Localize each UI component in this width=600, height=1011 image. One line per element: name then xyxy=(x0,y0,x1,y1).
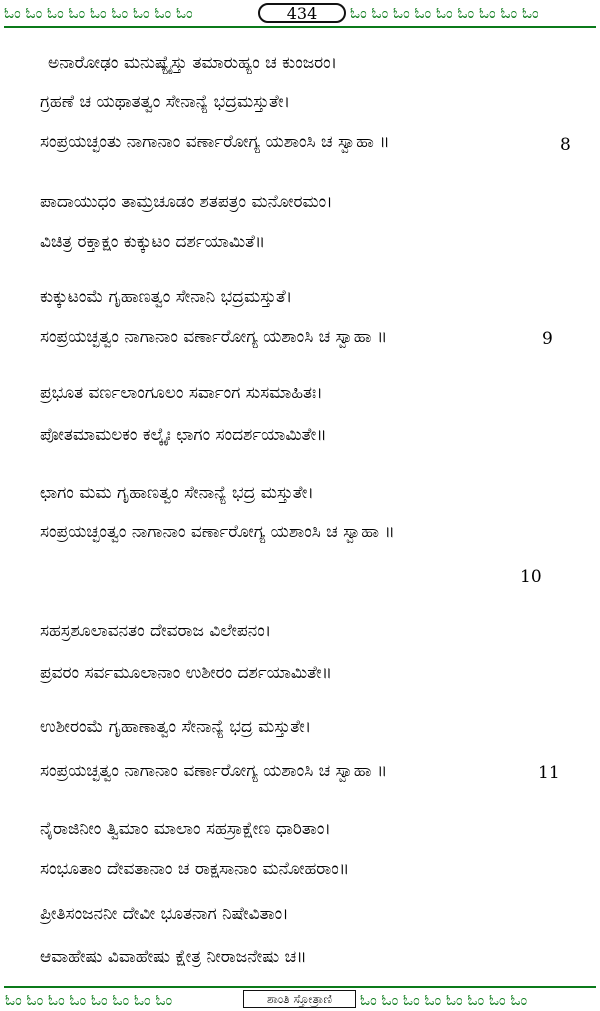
verse-line: ಗ್ರಹಣೆ ಚ ಯಥಾತತ್ವಂ ಸೇನಾನ್ಯೆ ಭದ್ರಮಸ್ತುತೇ। xyxy=(40,92,291,112)
verse-line: ಪ್ರಭೂತ ವರ್ಣಲಾಂಗೂಲಂ ಸರ್ವಾಂಗ ಸುಸಮಾಹಿತಃ। xyxy=(40,383,323,403)
verse-number: 10 xyxy=(520,567,542,587)
verse-number: 9 xyxy=(542,329,553,349)
page-number: 434 xyxy=(258,3,346,23)
verse-number: 8 xyxy=(560,135,571,155)
footer-rule xyxy=(4,986,596,988)
verse-line: ಅನಾರೋಢಂ ಮನುಷ್ಯೈಸ್ತು ತಮಾರುಹ್ಯಂ ಚ ಕುಂಜರಂ। xyxy=(48,53,338,73)
header-om-border-right: ಓಂ ಓಂ ಓಂ ಓಂ ಓಂ ಓಂ ಓಂ ಓಂ ಓಂ xyxy=(350,4,539,22)
verse-line: ಸಂಪ್ರಯಚ್ಛಂತು ನಾಗಾನಾಂ ವರ್ಣಾರೋಗ್ಯ ಯಶಾಂಸಿ ಚ ಸ್ವಾಹಾ ॥ xyxy=(40,132,390,152)
footer-om-border-left: ಓಂ ಓಂ ಓಂ ಓಂ ಓಂ ಓಂ ಓಂ ಓಂ xyxy=(5,991,173,1009)
header-om-border-left: ಓಂ ಓಂ ಓಂ ಓಂ ಓಂ ಓಂ ಓಂ ಓಂ ಓಂ xyxy=(4,4,193,22)
verse-line: ಕುಕ್ಕುಟಂಮೆ ಗೃಹಾಣತ್ವಂ ಸೇನಾನಿ ಭದ್ರಮಸ್ತುತೆ। xyxy=(40,287,293,307)
verse-line: ಸಂಪ್ರಯಚ್ಛತ್ವಂ ನಾಗಾನಾಂ ವರ್ಣಾರೋಗ್ಯ ಯಶಾಂಸಿ ಚ ಸ್ವಾಹಾ ॥ xyxy=(40,327,388,347)
verse-line: ಪಾದಾಯುಧಂ ತಾಮ್ರಚೂಡಂ ಶತಪತ್ರಂ ಮನೋರಮಂ। xyxy=(40,192,333,212)
verse-line: ಪ್ರವರಂ ಸರ್ವಮೂಲಾನಾಂ ಉಶೀರಂ ದರ್ಶಯಾಮಿತೇ॥ xyxy=(40,663,333,683)
verse-number: 11 xyxy=(538,763,560,783)
verse-line: ಉಶೀರಂಮೆ ಗೃಹಾಣಾತ್ವಂ ಸೇನಾನ್ಯೆ ಭದ್ರ ಮಸ್ತುತೇ। xyxy=(40,717,312,737)
verse-line: ನೈರಾಜಿನೀಂ ತ್ವಿಮಾಂ ಮಾಲಾಂ ಸಹಸ್ರಾಕ್ಷೇಣ ಧಾರಿತಾಂ। xyxy=(40,819,331,839)
verse-line: ಸಹಸ್ರಶೂಲಾವನತಂ ದೇವರಾಜ ವಿಲೇಪನಂ। xyxy=(40,621,272,641)
verse-line: ಪೋತಮಾಮಲಕಂ ಕಲ್ಕೈಃ ಛಾಗಂ ಸಂದರ್ಶಯಾಮಿತೇ॥ xyxy=(40,425,327,445)
footer-title: ಶಾಂತಿ ಸ್ತೋತ್ರಾಣಿ xyxy=(243,990,356,1008)
verse-line: ಆವಾಹೇಷು ವಿವಾಹೇಷು ಕ್ಷೇತ್ರ ನೀರಾಜನೇಷು ಚ॥ xyxy=(40,947,307,967)
verse-line: ಸಂಭೂತಾಂ ದೇವತಾನಾಂ ಚ ರಾಕ್ಷಸಾನಾಂ ಮನೋಹರಾಂ॥ xyxy=(40,859,350,879)
verse-line: ಸಂಪ್ರಯಚ್ಛಂತ್ವಂ ನಾಗಾನಾಂ ವರ್ಣಾರೋಗ್ಯ ಯಶಾಂಸಿ ಚ ಸ್ವಾಹಾ ॥ xyxy=(40,522,395,542)
verse-line: ಛಾಗಂ ಮಮ ಗೃಹಾಣತ್ವಂ ಸೇನಾನ್ಯೆ ಭದ್ರ ಮಸ್ತುತೇ। xyxy=(40,483,314,503)
header-rule xyxy=(4,26,596,28)
footer-om-border-right: ಓಂ ಓಂ ಓಂ ಓಂ ಓಂ ಓಂ ಓಂ ಓಂ xyxy=(360,991,528,1009)
verse-line: ವಿಚಿತ್ರ ರಕ್ತಾಕ್ಷಂ ಕುಕ್ಕುಟಂ ದರ್ಶಯಾಮಿತೆ॥ xyxy=(40,232,266,252)
verse-line: ಸಂಪ್ರಯಚ್ಛತ್ವಂ ನಾಗಾನಾಂ ವರ್ಣಾರೋಗ್ಯ ಯಶಾಂಸಿ ಚ ಸ್ವಾಹಾ ॥ xyxy=(40,761,388,781)
verse-line: ಪ್ರೀತಿಸಂಜನನೀ ದೇವೀ ಭೂತನಾಗ ನಿಷೇವಿತಾಂ। xyxy=(40,904,289,924)
